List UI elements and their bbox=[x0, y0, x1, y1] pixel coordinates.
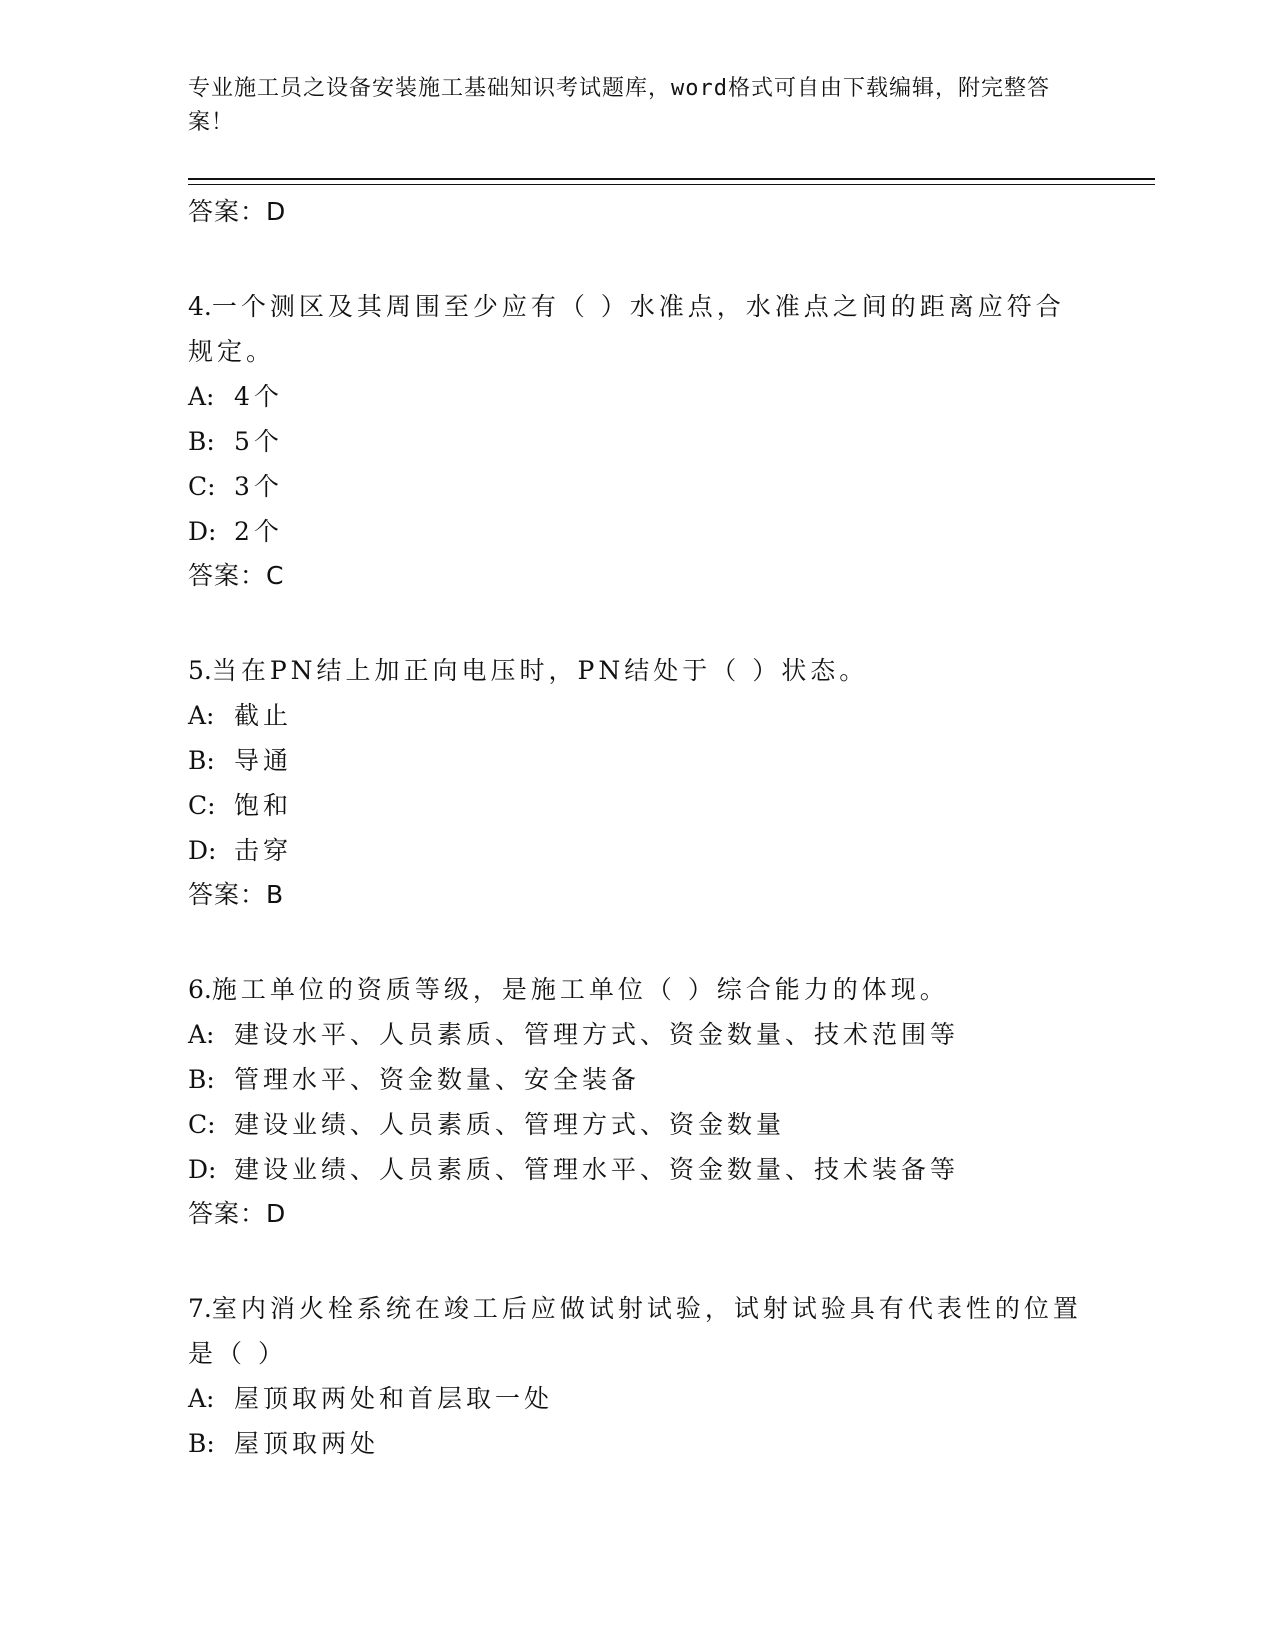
option-key: D: bbox=[188, 517, 217, 546]
answer-line: 答案：D bbox=[188, 1199, 287, 1228]
option-key: A: bbox=[188, 1384, 215, 1413]
option-key: C: bbox=[188, 1110, 216, 1139]
option-key: A: bbox=[188, 1020, 215, 1049]
answer-line: 答案：B bbox=[188, 880, 285, 909]
option-text: 5个 bbox=[234, 427, 283, 456]
option-d bbox=[188, 1147, 1088, 1192]
option-key: B: bbox=[188, 746, 215, 775]
question-list bbox=[188, 190, 1088, 1466]
option-text: 截止 bbox=[234, 701, 293, 730]
question-6 bbox=[188, 967, 1088, 1236]
option-key: B: bbox=[188, 1065, 215, 1094]
option-text: 导通 bbox=[234, 746, 293, 775]
question-text: 当在PN结上加正向电压时，PN结处于（ ）状态。 bbox=[211, 656, 869, 685]
option-c bbox=[188, 783, 1088, 828]
option-text: 饱和 bbox=[234, 791, 293, 820]
answer-line: 答案：D bbox=[188, 197, 287, 226]
option-d bbox=[188, 509, 1088, 554]
option-key: C: bbox=[188, 791, 216, 820]
question-7 bbox=[188, 1286, 1088, 1466]
question-5 bbox=[188, 648, 1088, 917]
option-c bbox=[188, 464, 1088, 509]
option-text: 建设业绩、人员素质、管理方式、资金数量 bbox=[234, 1110, 786, 1139]
option-key: D: bbox=[188, 1155, 217, 1184]
page-header: 专业施工员之设备安装施工基础知识考试题库，word格式可自由下载编辑，附完整答案！ bbox=[188, 76, 1050, 135]
question-number: 6. bbox=[188, 975, 212, 1004]
question-stem bbox=[188, 648, 1088, 693]
option-key: B: bbox=[188, 427, 215, 456]
header-rule-thin bbox=[188, 184, 1155, 185]
option-key: A: bbox=[188, 382, 215, 411]
question-text: 施工单位的资质等级，是施工单位（ ）综合能力的体现。 bbox=[211, 975, 949, 1004]
question-text: 一个测区及其周围至少应有（ ）水准点，水准点之间的距离应符合规定。 bbox=[188, 292, 1065, 366]
option-b bbox=[188, 738, 1088, 783]
option-text: 屋顶取两处和首层取一处 bbox=[234, 1384, 554, 1413]
question-text: 室内消火栓系统在竣工后应做试射试验，试射试验具有代表性的位置是（ ） bbox=[188, 1294, 1082, 1368]
option-b bbox=[188, 1421, 1088, 1466]
option-text: 管理水平、资金数量、安全装备 bbox=[234, 1065, 641, 1094]
option-a bbox=[188, 1012, 1088, 1057]
option-a bbox=[188, 1376, 1088, 1421]
option-a bbox=[188, 693, 1088, 738]
question-number: 5. bbox=[188, 656, 212, 685]
header-rule bbox=[188, 178, 1155, 180]
option-text: 3个 bbox=[234, 472, 283, 501]
question-number: 4. bbox=[188, 292, 212, 321]
question-4 bbox=[188, 284, 1088, 598]
option-a bbox=[188, 374, 1088, 419]
option-d bbox=[188, 828, 1088, 873]
question-stem bbox=[188, 967, 1088, 1012]
option-c bbox=[188, 1102, 1088, 1147]
answer-line: 答案：C bbox=[188, 561, 285, 590]
option-text: 4个 bbox=[234, 382, 283, 411]
option-text: 建设业绩、人员素质、管理水平、资金数量、技术装备等 bbox=[234, 1155, 960, 1184]
option-text: 屋顶取两处 bbox=[234, 1429, 380, 1458]
question-stem bbox=[188, 1286, 1088, 1376]
option-b bbox=[188, 419, 1088, 464]
option-key: A: bbox=[188, 701, 215, 730]
question-stem bbox=[188, 284, 1088, 374]
option-text: 建设水平、人员素质、管理方式、资金数量、技术范围等 bbox=[234, 1020, 960, 1049]
option-text: 击穿 bbox=[234, 836, 293, 865]
option-key: D: bbox=[188, 836, 217, 865]
option-text: 2个 bbox=[234, 517, 283, 546]
option-key: C: bbox=[188, 472, 216, 501]
question-number: 7. bbox=[188, 1294, 212, 1323]
option-b bbox=[188, 1057, 1088, 1102]
option-key: B: bbox=[188, 1429, 215, 1458]
